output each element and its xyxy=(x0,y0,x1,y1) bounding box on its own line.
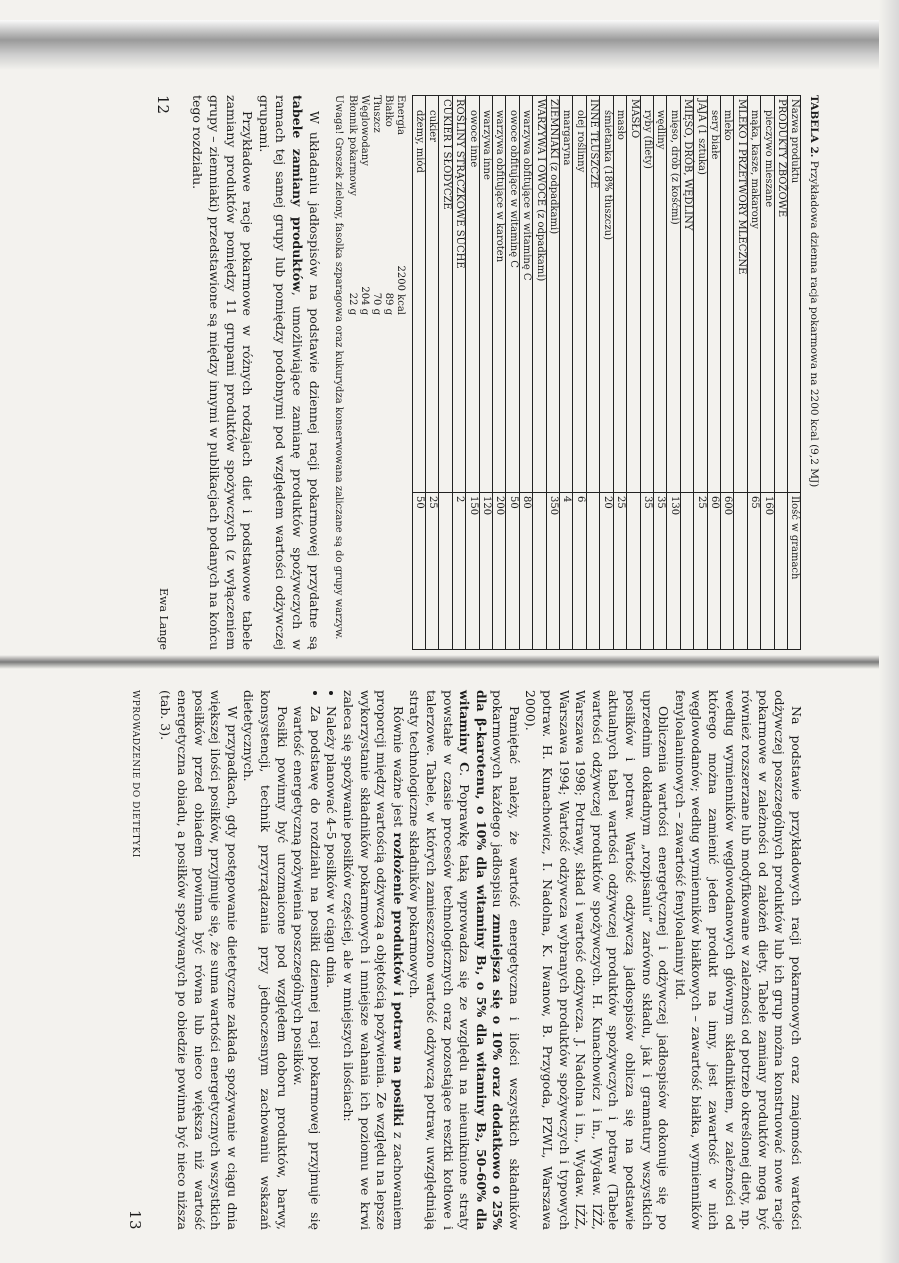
table-row xyxy=(667,96,680,650)
author-name: Ewa Lange xyxy=(156,588,170,650)
text-run: W układaniu jadłospisów na podstawie dziennej racji pokarmowej przydatne są xyxy=(306,111,322,650)
table-row xyxy=(613,96,626,650)
product-cell: MASŁO xyxy=(627,96,640,493)
paragraph: W przypadkach, gdy postępowanie dietetyczne zakłada spożywanie w ciągu dnia większej ilości posiłków, przyjmuje się, że suma wartości energetycznych wszystkich posiłków przed obiadem powinna być równa lub nieco większa niż wartość energetyczna obiadu, a posiłków spożywanych po obiedzie powinna być nieco niższa (tab. 3). xyxy=(158,690,240,1230)
amount-cell: 6 xyxy=(573,493,586,650)
table-row xyxy=(600,96,613,650)
running-head: WPROWADZENIE DO DIETETYKI xyxy=(129,690,140,858)
left-page xyxy=(92,95,822,650)
text-run: z zachowaniem proporcji między wartością odżywczą a objętością pożywienia. Ze względu na lepsze wykorzystanie składników pokarmowych i mniejsze wahania ich poziomu we krwi zaleca się spożywanie posiłków częściej, ale w mniejszych ilościach: xyxy=(340,690,406,1230)
amount-cell xyxy=(734,493,747,650)
amount-cell: 25 xyxy=(694,493,707,650)
product-cell: ROŚLINY STRĄCZKOWE SUCHE xyxy=(452,96,465,493)
energy-value: 204 g xyxy=(358,286,370,315)
right-footer xyxy=(126,690,143,1230)
amount-cell: 150 xyxy=(466,493,479,650)
product-cell: CUKIER I SŁODYCZE xyxy=(439,96,452,493)
amount-cell xyxy=(586,493,599,650)
product-cell: warzywa obfitujące w karoten xyxy=(493,96,506,493)
bullet-item: • Za podstawę do rozdziału na posiłki dziennej racji pokarmowej przyjmuje się wartość energetyczną pożywienia poszczególnych posiłków. xyxy=(290,706,323,1230)
amount-cell xyxy=(774,493,787,650)
amount-cell: 60 xyxy=(707,493,720,650)
energy-value: 70 g xyxy=(370,292,382,315)
table-row xyxy=(586,96,599,650)
amount-cell: 130 xyxy=(667,493,680,650)
text-run: Pamiętać należy, że wartość energetyczna i ilości wszystkich składników pokarmowych każdego jadłospisu xyxy=(490,690,522,1230)
table-row xyxy=(774,96,787,650)
col-product-header: Nazwa produktu xyxy=(788,96,801,493)
table-row xyxy=(533,96,546,650)
energy-label: Energia xyxy=(394,95,406,135)
table-row xyxy=(653,96,666,650)
product-cell: mięso, drób (z kośćmi) xyxy=(667,96,680,493)
book-spine xyxy=(0,655,899,669)
paragraph xyxy=(406,690,522,1230)
col-amount-header: Ilość w gramach xyxy=(788,493,801,650)
paragraph: Obliczenia wartości energetycznej i odżywczej jadłospisów dokonuje się po uprzednim dokładnym „rozpisaniu” zarówno składu, jak i gramatury wszystkich posiłków i potraw. Wartość odżywczą jadłospisów oblicza się na podstawie aktualnych tabel wartości odżywczej produktów spożywczych i potraw (Tabele wartości odżywczej produktów spożywczych. H. Kunachowicz i in., Wydaw. IŻŻ, Warszawa 1998; Potrawy, skład i wartość odżywcza. J. Nadolna i in., Wydaw. IŻŻ, Warszawa 1994; Wartość odżywcza wybranych produktów spożywczych i typowych potraw. H. Kunachowicz, I. Nadolna, K. Iwanow, B. Przygoda, PZWL, Warszawa 2000). xyxy=(523,690,672,1230)
product-cell: mąka, kasze, makarony xyxy=(747,96,760,493)
table-row xyxy=(506,96,519,650)
bullet-item: • Należy planować 4–5 posiłków w ciągu dnia. xyxy=(323,706,340,1230)
product-cell: owoce obfitujące w witaminę C xyxy=(506,96,519,493)
amount-cell: 350 xyxy=(546,493,559,650)
amount-cell: 50 xyxy=(506,493,519,650)
product-cell: owoce inne xyxy=(466,96,479,493)
energy-summary xyxy=(346,95,406,650)
table-row xyxy=(720,96,733,650)
table-row xyxy=(640,96,653,650)
energy-label: Węglowodany xyxy=(358,95,370,166)
paragraph xyxy=(255,95,321,650)
product-cell: mleko xyxy=(720,96,733,493)
product-cell: warzywa inne xyxy=(479,96,492,493)
product-cell: śmietanka (18% tłuszczu) xyxy=(600,96,613,493)
table-row xyxy=(680,96,693,650)
table-note: Uwaga! Groszek zielony, fasolka szparagowa oraz kukurydza konserwowana zaliczane są do grupy warzyw. xyxy=(332,95,344,640)
product-cell: PRODUKTY ZBOŻOWE xyxy=(774,96,787,493)
energy-label: Błonnik pokarmowy xyxy=(346,95,358,196)
table-row xyxy=(560,96,573,650)
paragraph: Posiłki powinny być urozmaicone pod względem doboru produktów, barwy, konsystencji, technik przyrządzania przy jednoczesnym zachowaniu wskazań dietetycznych. xyxy=(241,690,290,1230)
product-cell: ZIEMNIAKI (z odpadkami) xyxy=(546,96,559,493)
amount-cell: 160 xyxy=(761,493,774,650)
text-run: . Poprawkę taką wprowadza się ze względu na nieuniknione straty powstałe w czasie procesów technologicznych oraz pozostające resztki kotłowe i talerzowe. Tabele, w których zamieszczono wartość odżywczą potraw, uwzględniają straty technologiczne składników pokarmowych. xyxy=(407,690,473,1230)
product-cell: olej roślinny xyxy=(573,96,586,493)
amount-cell: 2 xyxy=(452,493,465,650)
table-row xyxy=(466,96,479,650)
left-footer xyxy=(154,95,171,650)
table-row xyxy=(479,96,492,650)
energy-label: Tłuszcz xyxy=(370,95,382,133)
ration-table xyxy=(412,95,802,650)
product-cell: WARZYWA I OWOCE (z odpadkami) xyxy=(533,96,546,493)
bold-run: zmniejsza się o 10% oraz dodatkowo o 25% dla β-karotenu, o 10% dla witaminy B₁, o 5% dla witaminy B₂, 50–60% dla witaminy C xyxy=(457,690,506,1231)
table-row xyxy=(452,96,465,650)
paragraph: Przykładowe racje pokarmowe w różnych rodzajach diet i podstawowe tabele zamiany produktów pomiędzy 11 grupami produktów spożywczych (z wyłączeniem grupy – ziemniaki) przedstawione są między innymi w publikacjach podanych na końcu tego rozdziału. xyxy=(190,95,256,650)
paragraph xyxy=(339,690,405,1230)
page-number: 13 xyxy=(125,1209,144,1230)
product-cell: wędliny xyxy=(653,96,666,493)
table-row xyxy=(761,96,774,650)
amount-cell: 200 xyxy=(493,493,506,650)
table-body xyxy=(412,96,787,650)
page-number: 12 xyxy=(153,95,172,115)
amount-cell: 20 xyxy=(600,493,613,650)
table-caption-text: Przykładowa dzienna racja pokarmowa na 2200 kcal (9,2 MJ) xyxy=(808,157,820,488)
amount-cell: 120 xyxy=(479,493,492,650)
amount-cell: 35 xyxy=(653,493,666,650)
product-cell: warzywa obfitujące w witaminę C xyxy=(519,96,532,493)
amount-cell: 35 xyxy=(640,493,653,650)
product-cell: INNE TŁUSZCZE xyxy=(586,96,599,493)
product-cell: MIĘSO, DRÓB, WĘDLINY xyxy=(680,96,693,493)
table-row xyxy=(519,96,532,650)
table-header-row xyxy=(788,96,801,650)
energy-value: 89 g xyxy=(382,292,394,315)
table-row xyxy=(573,96,586,650)
bullet-list xyxy=(290,690,340,1230)
amount-cell: 4 xyxy=(560,493,573,650)
table-row xyxy=(747,96,760,650)
amount-cell: 25 xyxy=(426,493,439,650)
product-cell: ryby (filety) xyxy=(640,96,653,493)
product-cell: sery białe xyxy=(707,96,720,493)
right-page xyxy=(104,690,804,1230)
table-row xyxy=(439,96,452,650)
table-row xyxy=(627,96,640,650)
amount-cell xyxy=(439,493,452,650)
page-edge xyxy=(879,0,899,1263)
amount-cell: 25 xyxy=(613,493,626,650)
table-row xyxy=(546,96,559,650)
page-binding-shadow xyxy=(0,20,899,70)
amount-cell: 50 xyxy=(412,493,425,650)
text-run: , umożliwiające zamianę produktów spożywczych w ramach tej samej grupy lub pomiędzy podobnymi pod względem wartości odżywczej grupami. xyxy=(256,95,306,650)
product-cell: cukier xyxy=(426,96,439,493)
paragraph: Na podstawie przykładowych racji pokarmowych oraz znajomości wartości odżywczej poszczególnych produktów lub ich grup można konstruować nowe racje pokarmowe w zależności od założeń diety. Tabele zamiany produktów mogą być również rozszerzane lub modyfikowane w zależności od potrzeb określonej diety, np. według wymienników węglowodanowych głównym składnikiem, w zależności od którego można zamienić jeden produkt na inny, jest zawartość w nich węglowodanów; według wymienników białkowych – zawartość białka, wymienników fenyloalaninowych – zawartość fenyloalaniny itd. xyxy=(672,690,804,1230)
amount-cell: 600 xyxy=(720,493,733,650)
table-row xyxy=(694,96,707,650)
bold-run: tabele zamiany produktów xyxy=(290,95,306,292)
product-cell: pieczywo mieszane xyxy=(761,96,774,493)
bold-run: rozłożenie produktów i potraw na posiłki xyxy=(390,832,406,1127)
table-row xyxy=(707,96,720,650)
table-caption xyxy=(805,95,822,650)
text-run: Równie ważne jest xyxy=(390,706,406,833)
table-row xyxy=(412,96,425,650)
table-row xyxy=(734,96,747,650)
product-cell: MLEKO I PRZETWORY MLECZNE xyxy=(734,96,747,493)
table-row xyxy=(426,96,439,650)
table-row xyxy=(493,96,506,650)
right-body-text xyxy=(157,690,804,1230)
energy-value: 22 g xyxy=(346,292,358,315)
amount-cell xyxy=(680,493,693,650)
amount-cell: 65 xyxy=(747,493,760,650)
amount-cell xyxy=(627,493,640,650)
energy-label: Białko xyxy=(382,95,394,127)
amount-cell: 80 xyxy=(519,493,532,650)
product-cell: JAJA (1 sztuka) xyxy=(694,96,707,493)
product-cell: masło xyxy=(613,96,626,493)
left-body-text xyxy=(189,95,322,650)
energy-value: 2200 kcal xyxy=(394,265,406,315)
product-cell: margaryna xyxy=(560,96,573,493)
amount-cell xyxy=(533,493,546,650)
product-cell: dżemy, miód xyxy=(412,96,425,493)
table-caption-label: TABELA 2. xyxy=(808,95,820,158)
